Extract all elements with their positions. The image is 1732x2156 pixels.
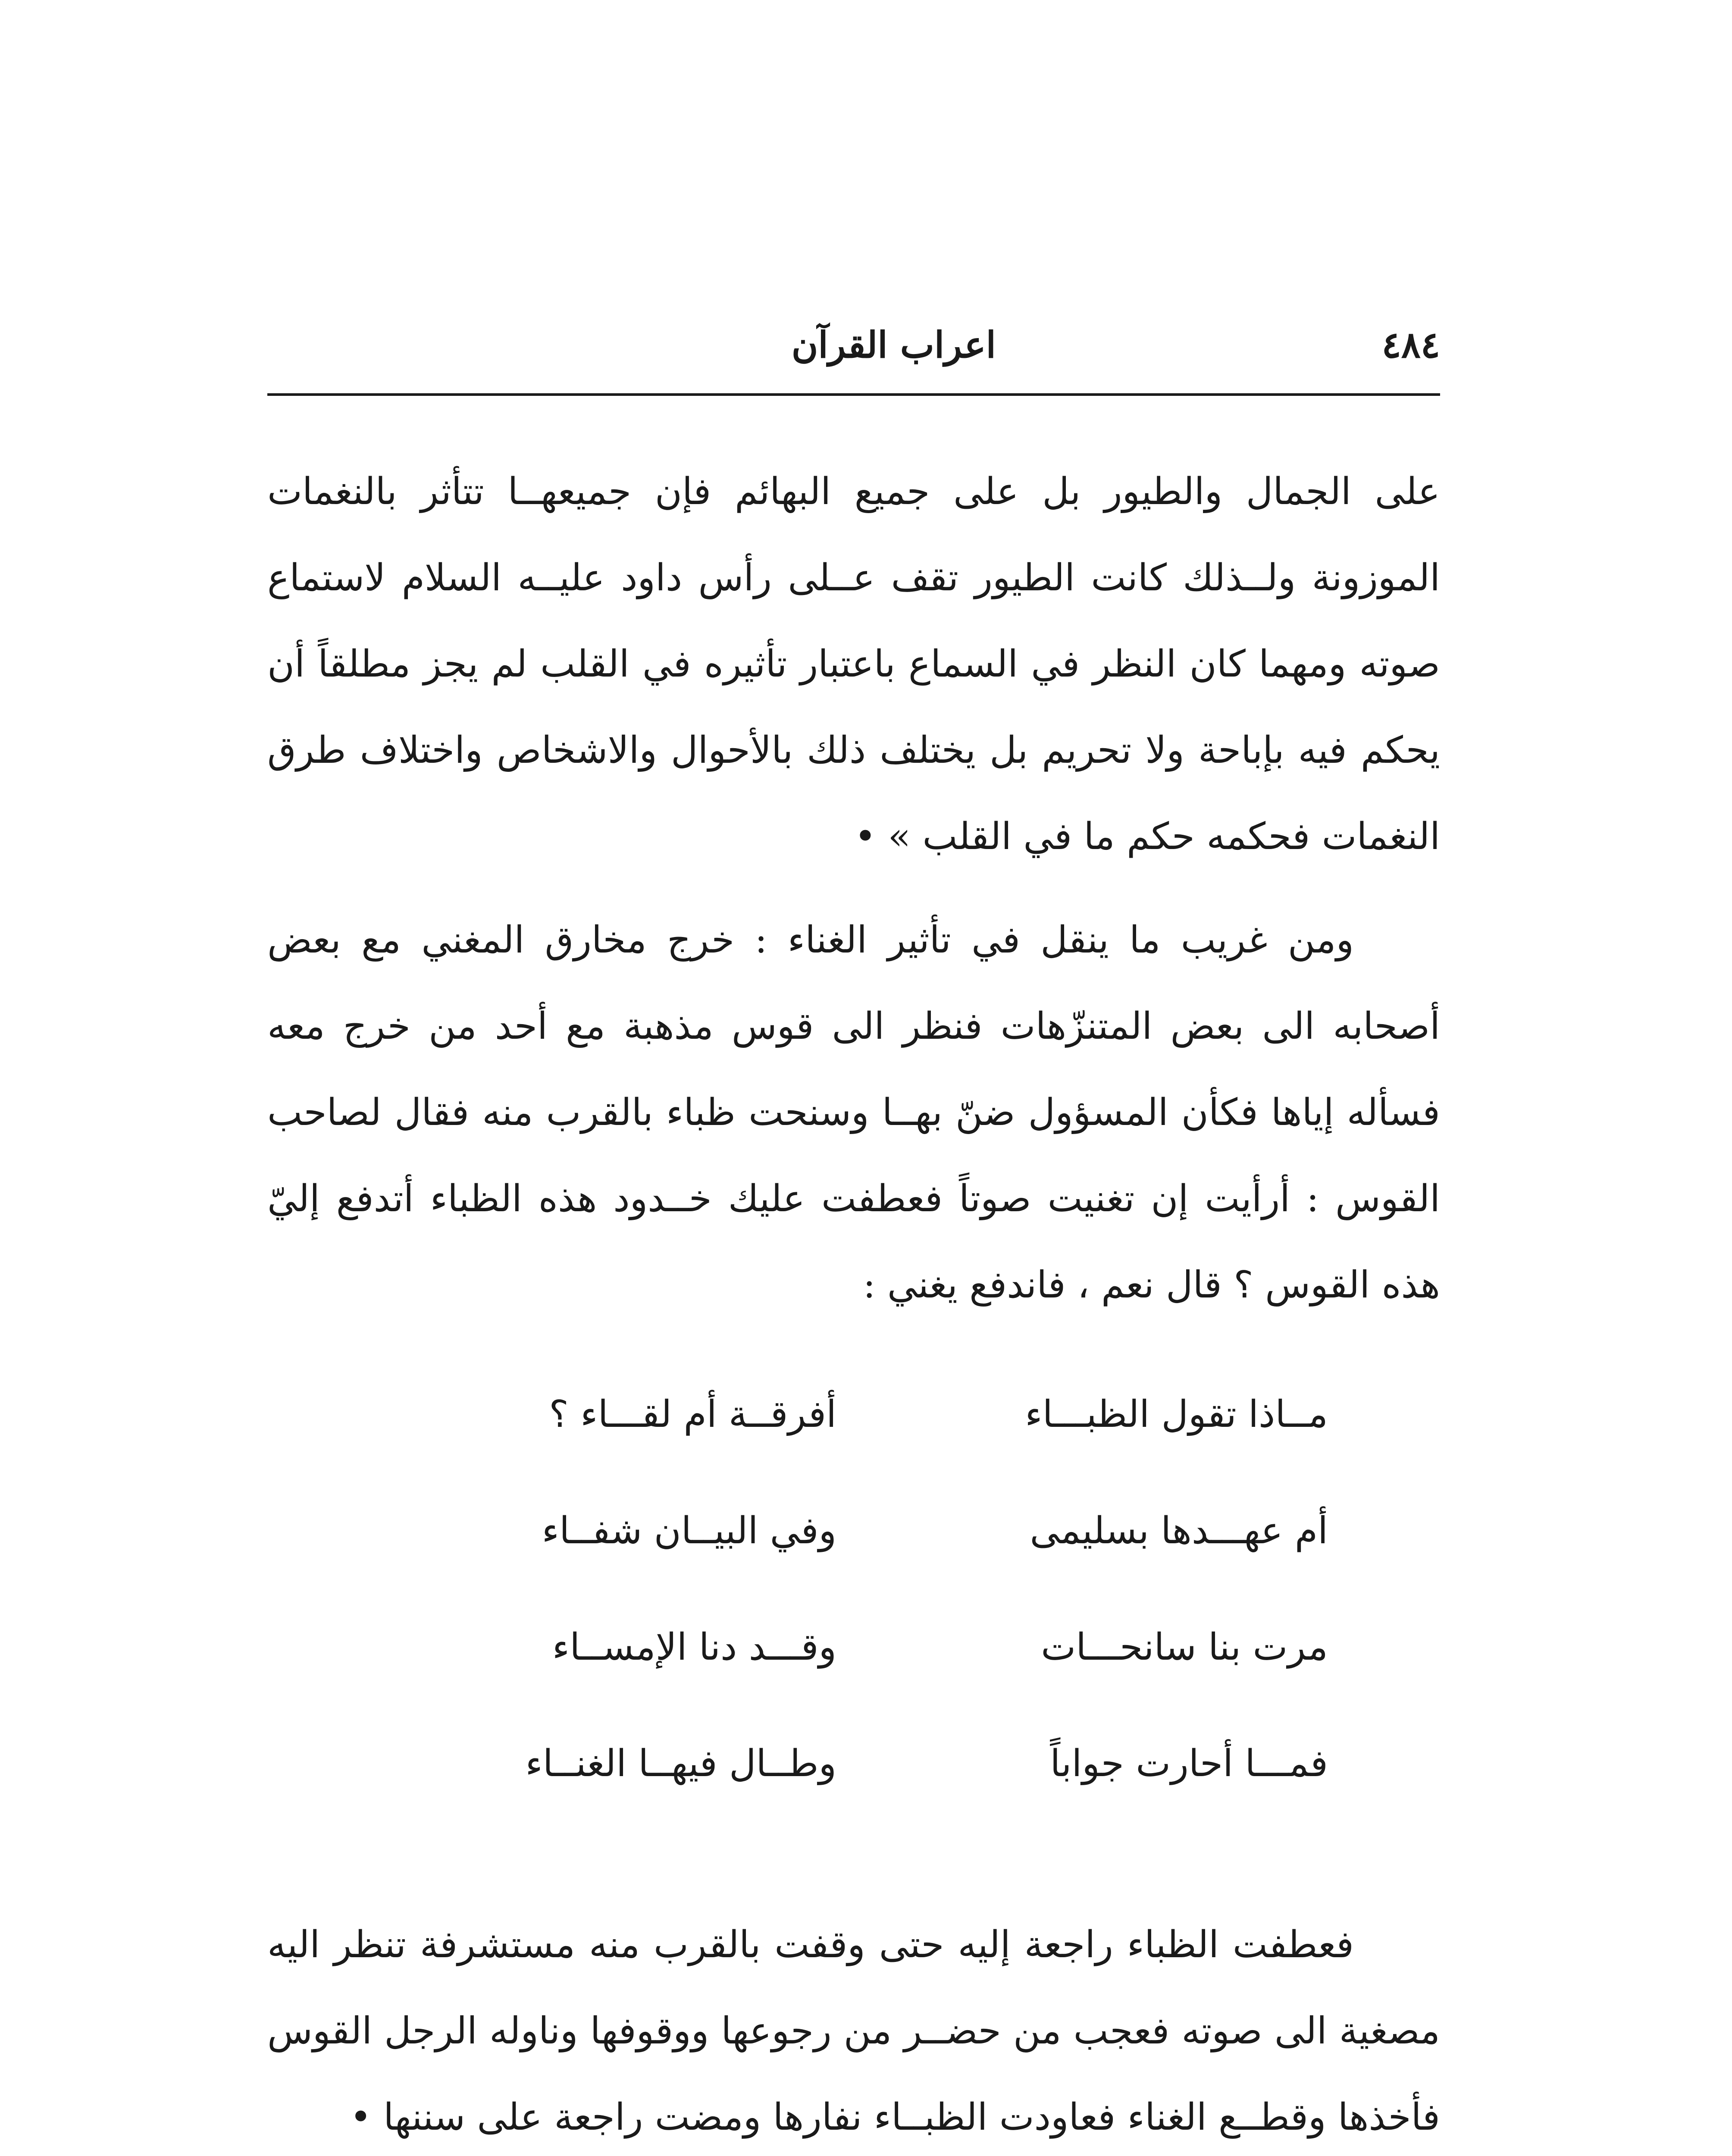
verse-4-second-hemistich: وطــال فيهــا الغنــاء — [525, 1742, 836, 1785]
verse-1 — [267, 1393, 1440, 1509]
verse-3-first-hemistich: مرت بنا سانحـــات — [1041, 1626, 1328, 1669]
verse-2 — [267, 1509, 1440, 1626]
verse-3-second-hemistich: وقـــد دنا الإمســاء — [552, 1626, 836, 1669]
paragraph-2: ومن غريب ما ينقل في تأثير الغناء : خرج مخارق المغني مع بعض أصحابه الى بعض المتنزّهات فنظر الى قوس مذهبة مع أحد من خرج معه فسأله إياها فكأن المسؤول ضنّ بهــا وسنحت ظباء بالقرب منه فقال لصاحب القوس : أرأيت إن تغنيت صوتاً فعطفت عليك خــدود هذه الظباء أتدفع إليّ هذه القوس ؟ قال نعم ، فاندفع يغني : — [267, 918, 1440, 1307]
running-title: اعراب القرآن — [791, 323, 996, 366]
body-text — [267, 448, 1440, 1401]
paragraph-3-container — [267, 1902, 1440, 2156]
page-header — [267, 315, 1440, 401]
verse-1-second-hemistich: أفرقــة أم لقـــاء ؟ — [549, 1393, 836, 1436]
poem — [267, 1393, 1440, 1858]
verse-4-first-hemistich: فمـــا أحارت جواباً — [1050, 1742, 1328, 1785]
verse-2-first-hemistich: أم عهـــدها بسليمى — [1030, 1509, 1328, 1552]
paragraph-3: فعطفت الظباء راجعة إليه حتى وقفت بالقرب منه مستشرفة تنظر اليه مصغية الى صوته فعجب من حضــر من رجوعها ووقوفها وناوله الرجل القوس فأخذها وقطــع الغناء فعاودت الظبــاء نفارها ومضت راجعة على سننها • — [267, 1923, 1440, 2139]
verse-2-second-hemistich: وفي البيــان شفــاء — [542, 1509, 836, 1552]
verse-3 — [267, 1626, 1440, 1742]
verse-1-first-hemistich: مــاذا تقول الظبـــاء — [1025, 1393, 1328, 1436]
header-rule — [267, 393, 1440, 396]
paragraph-1: على الجمال والطيور بل على جميع البهائم فإن جميعهــا تتأثر بالنغمات الموزونة ولــذلك كانت الطيور تقف عــلى رأس داود عليــه السلام لاستماع صوته ومهما كان النظر في السماع باعتبار تأثيره في القلب لم يجز مطلقاً أن يحكم فيه بإباحة ولا تحريم بل يختلف ذلك بالأحوال والاشخاص واختلاف طرق النغمات فحكمه حكم ما في القلب » • — [267, 470, 1441, 858]
page-number: ٤٨٤ — [1381, 323, 1440, 366]
verse-4 — [267, 1742, 1440, 1858]
